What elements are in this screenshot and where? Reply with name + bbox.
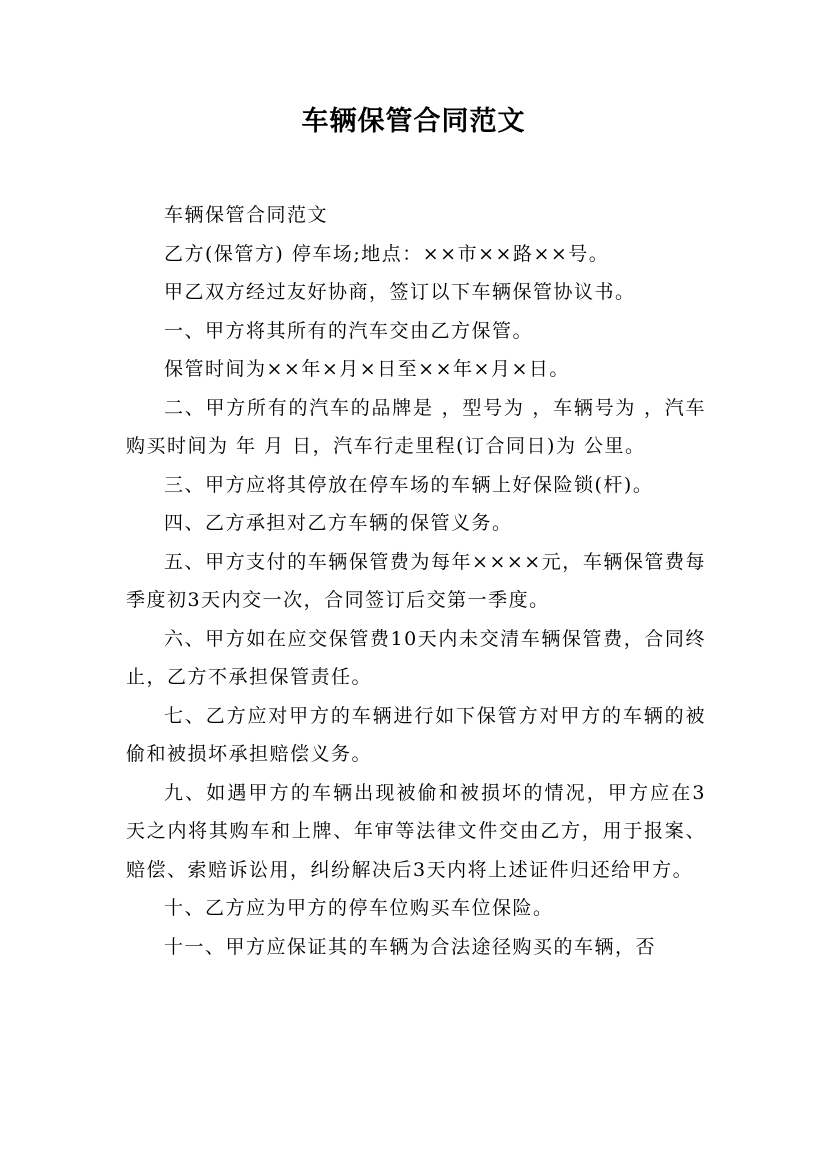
paragraph-clause-7: 七、乙方应对甲方的车辆进行如下保管方对甲方的车辆的被偷和被损坏承担赔偿义务。 <box>126 704 706 765</box>
paragraph-storage-period: 保管时间为××年×月×日至××年×月×日。 <box>164 358 570 380</box>
paragraph-clause-1: 一、甲方将其所有的汽车交由乙方保管。 <box>164 319 534 342</box>
paragraph-party-b: 乙方(保管方) 停车场;地点：××市××路××号。 <box>164 242 610 265</box>
paragraph-clause-9: 九、如遇甲方的车辆出现被偷和被损坏的情况，甲方应在3天之内将其购车和上牌、年审等法律文件交由乙方，用于报案、赔偿、索赔诉讼用，纠纷解决后3天内将上述证件归还给甲方。 <box>126 781 706 881</box>
paragraph-clause-11: 十一、甲方应保证其的车辆为合法途径购买的车辆，否 <box>164 935 657 958</box>
paragraph-heading: 车辆保管合同范文 <box>164 204 329 226</box>
paragraph-clause-6: 六、甲方如在应交保管费10天内未交清车辆保管费，合同终止，乙方不承担保管责任。 <box>126 627 706 688</box>
paragraph-clause-2: 二、甲方所有的汽车的品牌是 ，型号为 ，车辆号为 ，汽车购买时间为 年 月 日，汽车行走里程(订合同日)为 公里。 <box>126 396 706 457</box>
paragraph-clause-10: 十、乙方应为甲方的停车位购买车位保险。 <box>164 897 554 919</box>
document-body <box>126 196 706 966</box>
paragraph-clause-5: 五、甲方支付的车辆保管费为每年××××元，车辆保管费每季度初3天内交一次，合同签订后交第一季度。 <box>126 550 706 611</box>
paragraph-clause-3: 三、甲方应将其停放在停车场的车辆上好保险锁(杆)。 <box>164 473 654 496</box>
paragraph-clause-4: 四、乙方承担对乙方车辆的保管义务。 <box>164 512 513 534</box>
paragraph-agreement-intro: 甲乙双方经过友好协商，签订以下车辆保管协议书。 <box>164 281 636 303</box>
document-title: 车辆保管合同范文 <box>301 106 526 137</box>
